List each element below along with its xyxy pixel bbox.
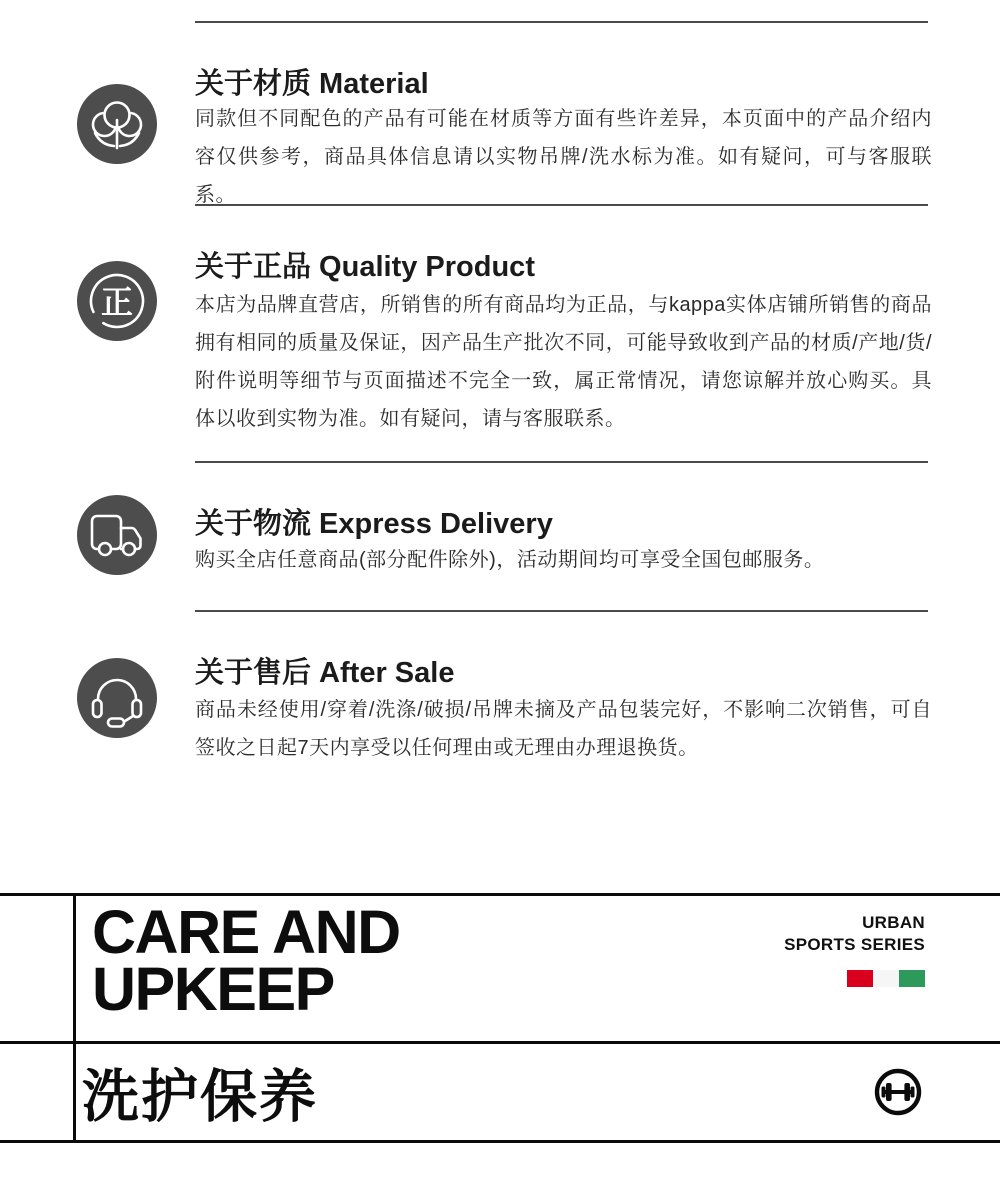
care-and-upkeep-banner bbox=[0, 893, 1000, 1143]
flag-white-block bbox=[873, 970, 899, 987]
flag-red-block bbox=[847, 970, 873, 987]
divider bbox=[195, 610, 928, 612]
divider bbox=[195, 21, 928, 23]
headset-icon bbox=[77, 658, 157, 738]
section-body-quality: 本店为品牌直营店，所销售的所有商品均为正品，与kappa实体店铺所销售的商品拥有相同的质量及保证，因产品生产批次不同，可能导致收到产品的材质/产地/货/附件说明等细节与页面描述不完全一致，属正常情况，请您谅解并放心购买。具体以收到实物为准。如有疑问，请与客服联系。 bbox=[195, 294, 932, 430]
section-title-delivery: 关于物流 Express Delivery bbox=[195, 508, 553, 540]
authentic-seal-icon bbox=[77, 261, 157, 341]
divider bbox=[195, 461, 928, 463]
section-body-material: 同款但不同配色的产品有可能在材质等方面有些许差异，本页面中的产品介绍内容仅供参考，商品具体信息请以实物吊牌/洗水标为准。如有疑问，可与客服联系。 bbox=[195, 108, 932, 206]
flag-green-block bbox=[899, 970, 925, 987]
care-heading-line1: CARE AND bbox=[92, 898, 400, 966]
section-body-delivery: 购买全店任意商品(部分配件除外)，活动期间均可享受全国包邮服务。 bbox=[195, 549, 825, 571]
banner-left-spacer bbox=[0, 896, 76, 1041]
section-title-aftersale: 关于售后 After Sale bbox=[195, 657, 455, 689]
section-title-quality: 关于正品 Quality Product bbox=[195, 251, 535, 283]
cotton-icon bbox=[77, 84, 157, 164]
italian-flag-icon bbox=[847, 970, 925, 987]
delivery-truck-icon bbox=[77, 495, 157, 575]
series-line1: URBAN bbox=[862, 913, 925, 932]
section-body-aftersale: 商品未经使用/穿着/洗涤/破损/吊牌未摘及产品包装完好，不影响二次销售，可自签收之日起7天内享受以任何理由或无理由办理退换货。 bbox=[195, 699, 932, 759]
care-heading-line2: UPKEEP bbox=[92, 955, 334, 1023]
svg-text:正: 正 bbox=[100, 284, 134, 320]
series-line2: SPORTS SERIES bbox=[784, 935, 925, 954]
series-label bbox=[784, 912, 925, 956]
section-title-material: 关于材质 Material bbox=[195, 68, 429, 100]
care-subheading: 洗护保养 bbox=[82, 1065, 318, 1129]
banner-left-spacer bbox=[0, 1044, 76, 1140]
dumbbell-icon bbox=[874, 1068, 922, 1116]
